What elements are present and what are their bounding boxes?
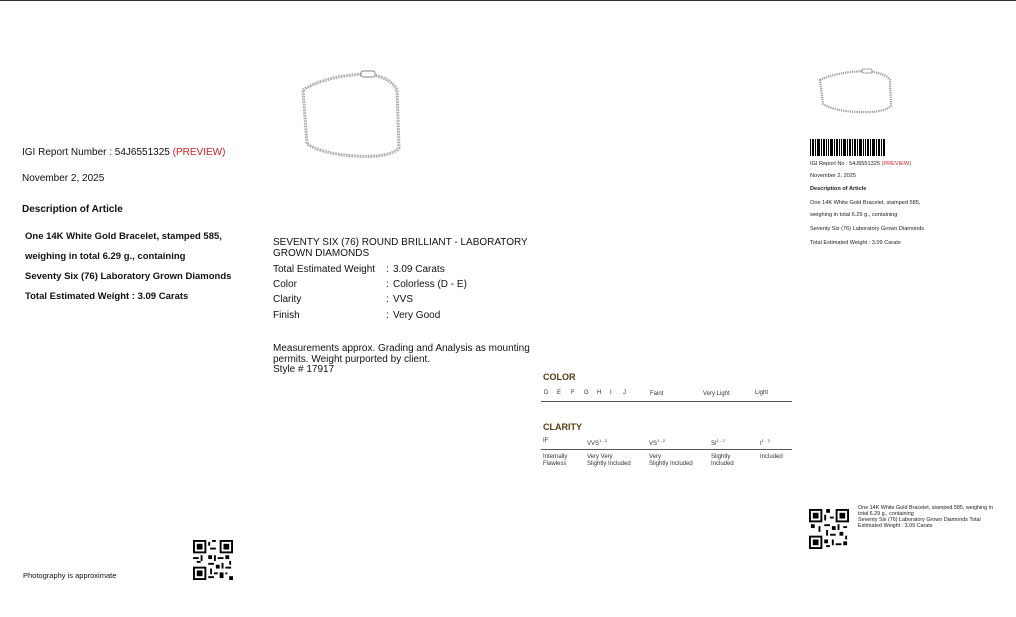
clarity-desc-line: Very [649,454,662,460]
report-number [22,142,225,160]
small-description-line: weighing in total 6.29 g., containing [810,212,898,218]
clarity-description [649,454,693,468]
spec-label: Clarity [273,294,302,305]
clarity-grade [587,437,607,448]
spec-separator: : [386,310,389,321]
color-letter: I [610,390,612,396]
spec-value: Very Good [393,310,441,321]
note-line: Measurements approx. Grading and Analysis as mounting [273,343,530,354]
color-letter: H [597,390,602,396]
clarity-grade-label: SI [711,441,717,447]
description-line: Total Estimated Weight : 3.09 Carats [25,291,189,302]
description-line: Seventy Six (76) Laboratory Grown Diamonds [25,271,232,282]
summary-line: Seventy Six (76) Laboratory Grown Diamonds Total [858,517,981,523]
clarity-grade [711,437,725,448]
clarity-grade-label: I [760,441,762,447]
photography-note: Photography is approximate [23,571,117,580]
clarity-description [543,454,567,468]
clarity-desc-line: Flawless [543,461,567,467]
bracelet-thumbnail [816,68,894,116]
spec-label: Finish [273,310,300,321]
color-faint: Faint [650,391,664,397]
clarity-grade-range: 1 - 2 [599,438,608,443]
spec-value: VVS [393,294,414,305]
qr-code-icon [809,509,849,549]
clarity-scale-title: CLARITY [543,422,582,432]
small-description-line: One 14K White Gold Bracelet, stamped 585, [810,200,921,206]
small-report-number-label: IGI Report No : 54J6551325 [810,161,882,167]
summary-line: total 6.29 g., containing [858,511,914,517]
small-description-line: Seventy Six (76) Laboratory Grown Diamonds [810,226,925,232]
clarity-desc-line: Included [711,461,734,467]
clarity-grade-label: VVS [587,441,600,447]
spec-value: 3.09 Carats [393,264,445,275]
measurement-note [273,344,530,376]
color-scale-rule [541,401,792,402]
clarity-grade [760,437,770,448]
clarity-desc-line: Slightly Included [587,461,631,467]
spec-label: Color [273,279,297,290]
clarity-desc-line: Very Very [587,454,613,460]
clarity-description [711,454,734,468]
color-scale-title: COLOR [543,372,576,382]
clarity-grade-range: 1 - 3 [761,438,770,443]
clarity-grade-range: 1 - 2 [657,438,666,443]
summary-line: One 14K White Gold Bracelet, stamped 585, weighing in [858,505,993,511]
small-report-date: November 2, 2025 [810,173,857,179]
bracelet-photo [295,68,405,163]
spec-separator: : [386,264,389,275]
color-light: Light [755,390,769,396]
report-date: November 2, 2025 [22,173,105,184]
clarity-desc-line: Internally [543,454,568,460]
clarity-description [587,454,631,468]
clarity-grade-label: VS [649,441,658,447]
note-line: Style # 17917 [273,364,335,375]
summary-block [858,505,998,529]
barcode-icon [810,139,886,156]
spec-label: Total Estimated Weight [273,264,376,275]
stone-title-line: SEVENTY SIX (76) ROUND BRILLIANT - LABORATORY [273,237,528,248]
description-line: weighing in total 6.29 g., containing [25,251,186,262]
color-letter: D [544,390,549,396]
stone-title [273,237,528,259]
color-letter: G [584,390,589,396]
clarity-grade [543,438,548,445]
clarity-grade [649,437,665,448]
color-very-light: Very Light [703,391,730,397]
color-letter: F [571,390,575,396]
spec-value: Colorless (D - E) [393,279,467,290]
clarity-desc-line: Slightly [711,454,731,460]
small-description-heading: Description of Article [810,186,867,192]
stone-title-line: GROWN DIAMONDS [273,248,370,259]
report-number-label: IGI Report Number : 54J6551325 [22,147,173,158]
preview-tag: (PREVIEW) [172,147,226,158]
note-line: permits. Weight purported by client. [273,353,431,365]
clarity-scale-rule [541,449,792,450]
description-line: One 14K White Gold Bracelet, stamped 585, [25,231,222,242]
clarity-desc-line: Included [760,454,783,460]
qr-code-icon [193,540,233,580]
small-report-number [810,161,911,168]
summary-line: Estimated Weight : 3.09 Carats [858,523,933,529]
spec-separator: : [386,294,389,305]
description-heading: Description of Article [22,204,123,215]
small-preview-tag: (PREVIEW) [881,161,912,167]
small-description-line: Total Estimated Weight : 3.09 Carats [810,240,901,246]
top-border [0,0,1016,1]
color-letter: E [557,390,562,396]
clarity-desc-line: Slightly Included [649,461,693,467]
color-letter: J [623,390,626,396]
clarity-grade-range: 1 - 2 [716,438,725,443]
clarity-grade-label: IF [543,438,549,444]
clarity-description [760,454,783,461]
spec-separator: : [386,279,389,290]
